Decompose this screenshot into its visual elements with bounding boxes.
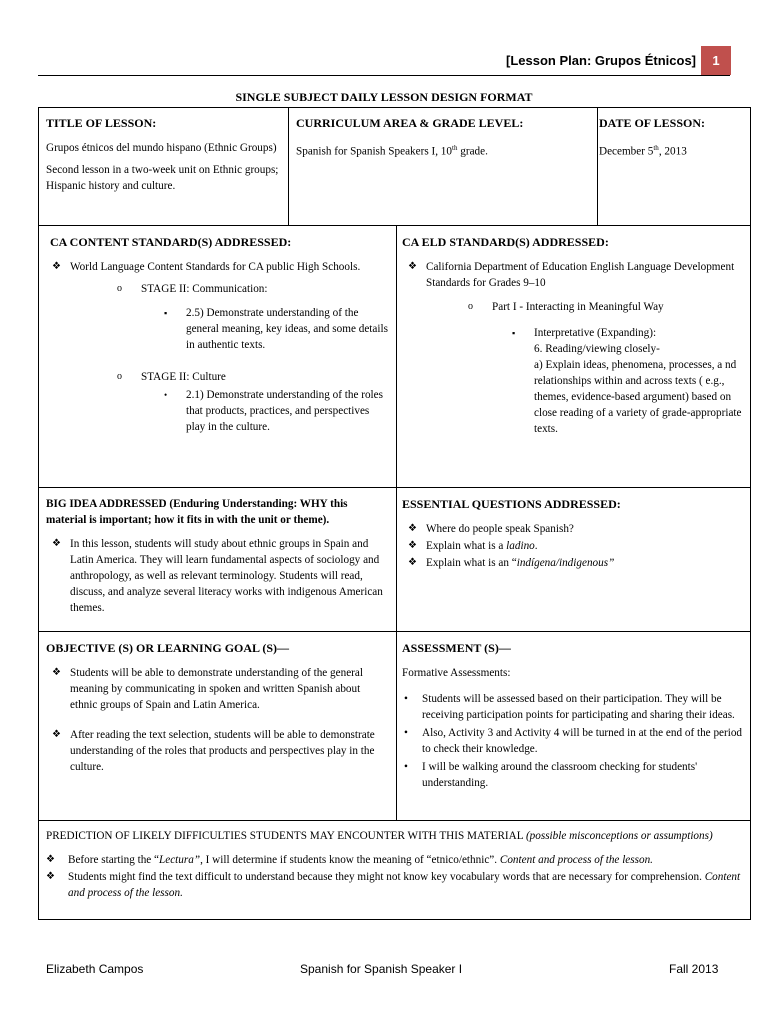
objective-cell xyxy=(46,640,390,779)
list-item: ❖ World Language Content Standards for CA public High Schools. xyxy=(52,261,361,273)
objective-heading: OBJECTIVE (S) OR LEARNING GOAL (S)— xyxy=(46,641,290,655)
dot-bullet-icon: • xyxy=(164,390,168,400)
footer-author: Elizabeth Campos xyxy=(46,962,144,976)
diamond-bullet-icon: ❖ xyxy=(52,261,61,272)
list-item: ❖ After reading the text selection, students will be able to demonstrate understanding of the roles that products and perspectives play in the culture. xyxy=(52,729,375,773)
title-of-lesson-cell xyxy=(46,115,282,200)
list-item: ▪ Interpretative (Expanding): 6. Reading/viewing closely- a) Explain ideas, phenomena, processes, a nd relationships within and across texts ( e.g., themes, evidence-based argument) based on close reading of a variety of grade-appropriate texts. xyxy=(512,327,742,435)
header-rule xyxy=(38,75,730,76)
lesson-description: Second lesson in a two-week unit on Ethnic groups; Hispanic history and culture. xyxy=(46,164,279,192)
divider xyxy=(597,107,598,226)
diamond-bullet-icon: ❖ xyxy=(46,854,55,865)
diamond-bullet-icon: ❖ xyxy=(52,538,61,549)
date-text: December 5th, 2013 xyxy=(599,144,687,158)
footer-course: Spanish for Spanish Speaker I xyxy=(300,962,463,976)
circle-bullet-icon: o xyxy=(468,301,473,312)
list-item: o STAGE II: Culture xyxy=(117,371,226,383)
prediction-heading: PREDICTION OF LIKELY DIFFICULTIES STUDENTS MAY ENCOUNTER WITH THIS MATERIAL (possible misconceptions or assumptions) xyxy=(46,830,713,842)
square-bullet-icon: ▪ xyxy=(512,328,516,338)
page-number: 1 xyxy=(701,46,731,75)
dot-bullet-icon: • xyxy=(404,761,408,773)
list-item: ❖ Where do people speak Spanish? xyxy=(408,523,574,535)
prediction-cell xyxy=(46,828,746,905)
dot-bullet-icon: • xyxy=(404,727,408,739)
ca-eld-cell xyxy=(402,234,750,445)
list-item: • Also, Activity 3 and Activity 4 will be turned in at the end of the period to check their knowledge. xyxy=(404,727,743,755)
curriculum-text: Spanish for Spanish Speakers I, 10th grade. xyxy=(296,144,488,158)
list-item: ❖ Explain what is a ladino. xyxy=(408,540,538,552)
diamond-bullet-icon: ❖ xyxy=(408,523,417,534)
list-item: ❖ Before starting the “Lectura”, I will determine if students know the meaning of “etnico/ethnic”. Content and process of the lesson. xyxy=(46,854,653,866)
list-item: ❖ Students might find the text difficult to understand because they might not know key vocabulary words that are necessary for comprehension. Content and process of the lesson. xyxy=(46,871,741,899)
ca-content-heading: CA CONTENT STANDARD(S) ADDRESSED: xyxy=(50,235,292,249)
circle-bullet-icon: o xyxy=(117,371,122,382)
title-of-lesson-heading: TITLE OF LESSON: xyxy=(46,116,157,130)
essential-questions-cell xyxy=(402,496,750,575)
assessment-cell xyxy=(402,640,748,793)
list-item: • Students will be assessed based on their participation. They will be receiving participation points for participating and sharing their ideas. xyxy=(404,693,735,721)
list-item: o Part I - Interacting in Meaningful Way xyxy=(468,301,664,313)
diamond-bullet-icon: ❖ xyxy=(52,667,61,678)
diamond-bullet-icon: ❖ xyxy=(46,871,55,882)
curriculum-heading: CURRICULUM AREA & GRADE LEVEL: xyxy=(296,116,524,130)
list-item: ❖ Explain what is an “indígena/indigenous” xyxy=(408,557,615,569)
lesson-title: Grupos étnicos del mundo hispano (Ethnic Groups) xyxy=(46,142,277,154)
list-item: ▪ 2.5) Demonstrate understanding of the general meaning, key ideas, and some details in authentic texts. xyxy=(164,307,388,351)
header-title: [Lesson Plan: Grupos Étnicos] xyxy=(506,53,696,68)
document-title: SINGLE SUBJECT DAILY LESSON DESIGN FORMAT xyxy=(235,90,533,104)
divider xyxy=(38,487,751,488)
footer-term: Fall 2013 xyxy=(669,962,719,976)
assessment-heading: ASSESSMENT (S)— xyxy=(402,641,511,655)
divider xyxy=(38,631,751,632)
diamond-bullet-icon: ❖ xyxy=(408,261,417,272)
ca-eld-heading: CA ELD STANDARD(S) ADDRESSED: xyxy=(402,235,609,249)
list-item: o STAGE II: Communication: xyxy=(117,283,268,295)
essential-questions-heading: ESSENTIAL QUESTIONS ADDRESSED: xyxy=(402,497,621,511)
list-item: ❖ California Department of Education English Language Development Standards for Grades 9–10 xyxy=(408,261,735,289)
list-item: ❖ In this lesson, students will study about ethnic groups in Spain and Latin America. They will learn fundamental aspects of sociology and anthropology, as well as relevant terminology. Students will read, discuss, and analyze several literacy works with indigenous American themes. xyxy=(52,538,383,614)
curriculum-cell xyxy=(296,115,592,166)
diamond-bullet-icon: ❖ xyxy=(408,557,417,568)
date-cell xyxy=(599,115,747,166)
divider xyxy=(396,225,397,820)
list-item: ❖ Students will be able to demonstrate understanding of the general meaning by communicating in spoken and written Spanish about ethnic groups of Spain and Latin America. xyxy=(52,667,363,711)
diamond-bullet-icon: ❖ xyxy=(52,729,61,740)
list-item: • 2.1) Demonstrate understanding of the roles that products, practices, and perspectives play in the culture. xyxy=(164,389,383,433)
assessment-subheading: Formative Assessments: xyxy=(402,667,511,679)
divider xyxy=(38,820,751,821)
divider xyxy=(38,225,751,226)
square-bullet-icon: ▪ xyxy=(164,308,168,318)
circle-bullet-icon: o xyxy=(117,283,122,294)
diamond-bullet-icon: ❖ xyxy=(408,540,417,551)
dot-bullet-icon: • xyxy=(404,693,408,705)
big-idea-cell xyxy=(46,496,390,620)
big-idea-heading: BIG IDEA ADDRESSED (Enduring Understanding: WHY this material is important; how it fits in with the unit or theme). xyxy=(46,498,348,526)
list-item: • I will be walking around the classroom checking for students' understanding. xyxy=(404,761,698,789)
page-header xyxy=(0,46,768,78)
divider xyxy=(288,107,289,226)
ca-content-cell xyxy=(46,234,390,443)
date-heading: DATE OF LESSON: xyxy=(599,116,706,130)
